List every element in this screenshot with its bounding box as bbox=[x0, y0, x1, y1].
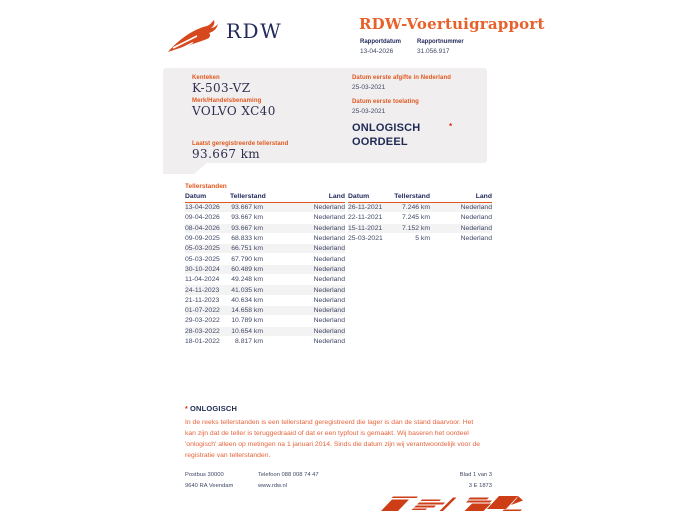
report-date-value: 13-04-2026 bbox=[360, 48, 394, 55]
odometer-table-right bbox=[348, 193, 492, 244]
table-cell-value: 7.245 km bbox=[402, 214, 430, 222]
table-cell-value: 7.246 km bbox=[402, 204, 430, 212]
report-date-label: Rapportdatum bbox=[360, 39, 401, 45]
table-row bbox=[185, 306, 345, 316]
table-cell-date: 24-11-2023 bbox=[185, 286, 220, 294]
footnote-body: In de reeks tellerstanden is een tellerstand geregistreerd die lager is dan de stand daarvoor. Het kan zijn dat de teller is teruggedraaid of dat er een typfout is gemaakt. Wij baseren het oordeel 'onlogisch' alleen op metingen na 1 januari 2014. Sinds die datum zijn wij verantwoordelijk voor de registratie van tellerstanden. bbox=[185, 419, 481, 459]
first-issue-label: Datum eerste afgifte in Nederland bbox=[352, 75, 451, 81]
table-cell-value: 40.634 km bbox=[231, 296, 263, 304]
table-cell-value: 14.658 km bbox=[231, 307, 263, 315]
table-body bbox=[185, 203, 345, 347]
footnote-title: ONLOGISCH bbox=[189, 404, 238, 413]
verdict-text bbox=[352, 121, 420, 149]
table-cell-date: 18-01-2022 bbox=[185, 338, 220, 345]
license-plate-value: K-503-VZ bbox=[192, 81, 251, 95]
table-cell-date: 29-03-2022 bbox=[185, 317, 220, 325]
table-cell-country: Nederland bbox=[460, 235, 492, 243]
table-cell-date: 05-03-2025 bbox=[185, 255, 220, 263]
brand-value: VOLVO XC40 bbox=[192, 104, 276, 118]
vehicle-summary-panel bbox=[163, 68, 487, 163]
last-odometer-label: Laatst geregistreerde tellerstand bbox=[192, 141, 289, 147]
table-cell-date: 28-03-2022 bbox=[185, 327, 220, 335]
odometer-table-left bbox=[185, 193, 345, 347]
table-row bbox=[185, 213, 345, 223]
table-cell-country: Nederland bbox=[313, 235, 345, 243]
report-meta bbox=[360, 39, 464, 55]
rdw-wordmark: RDW bbox=[226, 19, 283, 43]
table-cell-value: 5 km bbox=[415, 235, 430, 243]
column-header-country: Land bbox=[328, 193, 345, 200]
table-row bbox=[185, 244, 345, 254]
footnote-heading bbox=[185, 404, 483, 413]
rdw-logo-icon bbox=[167, 15, 219, 55]
table-cell-date: 09-04-2026 bbox=[185, 214, 220, 222]
table-row bbox=[185, 254, 345, 264]
table-cell-value: 67.790 km bbox=[231, 255, 263, 263]
footer-address bbox=[185, 470, 233, 492]
table-cell-date: 26-11-2021 bbox=[348, 204, 383, 212]
table-cell-date: 25-03-2021 bbox=[348, 235, 383, 243]
column-header-value: Tellerstand bbox=[230, 193, 266, 200]
table-header-row bbox=[185, 193, 345, 203]
table-row bbox=[185, 234, 345, 244]
table-cell-value: 10.789 km bbox=[231, 317, 263, 325]
table-cell-country: Nederland bbox=[313, 286, 345, 294]
table-row bbox=[185, 203, 345, 213]
footer-address-line2: 9640 RA Veendam bbox=[185, 483, 234, 489]
table-cell-date: 01-07-2022 bbox=[185, 307, 220, 315]
table-cell-value: 68.833 km bbox=[231, 235, 263, 243]
verdict-asterisk: * bbox=[449, 122, 453, 131]
table-cell-value: 60.489 km bbox=[231, 265, 263, 273]
report-number-block bbox=[417, 39, 464, 55]
table-row bbox=[185, 337, 345, 347]
table-row bbox=[185, 285, 345, 295]
footer-form-code: 3 E 1873 bbox=[468, 483, 492, 489]
table-cell-date: 05-03-2025 bbox=[185, 245, 220, 253]
table-row bbox=[185, 224, 345, 234]
table-cell-country: Nederland bbox=[313, 204, 345, 212]
onlogisch-footnote bbox=[185, 404, 483, 461]
table-cell-value: 66.751 km bbox=[231, 245, 263, 253]
table-cell-country: Nederland bbox=[313, 327, 345, 335]
odometer-section-title: Tellerstanden bbox=[185, 183, 227, 190]
table-cell-value: 10.654 km bbox=[231, 327, 263, 335]
table-row bbox=[185, 265, 345, 275]
footer-pagination bbox=[460, 470, 492, 492]
page-title: RDW-Voertuigrapport bbox=[359, 15, 545, 33]
table-cell-value: 93.667 km bbox=[231, 214, 263, 222]
first-issue-value: 25-03-2021 bbox=[352, 84, 386, 91]
table-body bbox=[348, 203, 492, 244]
table-cell-country: Nederland bbox=[313, 307, 345, 315]
last-odometer-value: 93.667 km bbox=[192, 147, 261, 161]
table-cell-value: 93.667 km bbox=[231, 224, 263, 232]
table-cell-value: 7.152 km bbox=[402, 224, 430, 232]
license-plate-label: Kenteken bbox=[192, 75, 220, 81]
table-cell-date: 09-09-2025 bbox=[185, 235, 220, 243]
table-cell-date: 13-04-2026 bbox=[185, 204, 220, 212]
column-header-country: Land bbox=[475, 193, 492, 200]
report-number-label: Rapportnummer bbox=[417, 39, 464, 45]
table-cell-country: Nederland bbox=[313, 214, 345, 222]
footer-page-number: Blad 1 van 3 bbox=[459, 472, 492, 478]
table-cell-country: Nederland bbox=[313, 317, 345, 325]
verdict-line-1: ONLOGISCH bbox=[352, 122, 421, 134]
report-number-value: 31.056.917 bbox=[417, 48, 450, 55]
report-date-block bbox=[360, 39, 401, 55]
table-cell-date: 15-11-2021 bbox=[348, 224, 383, 232]
table-cell-country: Nederland bbox=[460, 214, 492, 222]
table-cell-value: 49.248 km bbox=[231, 276, 263, 284]
speed-stripes-icon bbox=[378, 492, 523, 512]
column-header-date: Datum bbox=[348, 193, 370, 200]
table-row bbox=[185, 275, 345, 285]
column-header-value: Tellerstand bbox=[394, 193, 430, 200]
table-row bbox=[185, 327, 345, 337]
table-row bbox=[348, 234, 492, 244]
table-row bbox=[348, 203, 492, 213]
table-cell-country: Nederland bbox=[460, 224, 492, 232]
table-cell-value: 41.035 km bbox=[231, 286, 263, 294]
footer-address-line1: Postbus 30000 bbox=[185, 472, 224, 478]
table-row bbox=[185, 296, 345, 306]
verdict-line-2: OORDEEL bbox=[352, 136, 408, 148]
first-admission-value: 25-03-2021 bbox=[352, 108, 386, 115]
table-cell-date: 11-04-2024 bbox=[185, 276, 220, 284]
table-cell-value: 93.667 km bbox=[231, 204, 263, 212]
table-cell-date: 30-10-2024 bbox=[185, 265, 220, 273]
table-row bbox=[185, 316, 345, 326]
table-cell-country: Nederland bbox=[313, 224, 345, 232]
table-header-row bbox=[348, 193, 492, 203]
table-row bbox=[348, 224, 492, 234]
brand-label: Merk/Handelsbenaming bbox=[192, 98, 262, 104]
footer-website-link[interactable]: www.rdw.nl bbox=[258, 483, 287, 489]
table-cell-country: Nederland bbox=[313, 265, 345, 273]
table-cell-date: 08-04-2026 bbox=[185, 224, 220, 232]
table-row bbox=[348, 213, 492, 223]
table-cell-country: Nederland bbox=[313, 255, 345, 263]
footnote-asterisk: * bbox=[185, 406, 188, 413]
table-cell-country: Nederland bbox=[313, 276, 345, 284]
panel-corner-tab bbox=[163, 161, 209, 174]
table-cell-country: Nederland bbox=[460, 204, 492, 212]
footer-contact bbox=[258, 470, 319, 492]
table-cell-date: 22-11-2021 bbox=[348, 214, 383, 222]
table-cell-value: 8.817 km bbox=[235, 338, 263, 345]
table-cell-date: 21-11-2023 bbox=[185, 296, 220, 304]
table-cell-country: Nederland bbox=[313, 245, 345, 253]
footer-phone: Telefoon 088 008 74 47 bbox=[258, 472, 319, 478]
first-admission-label: Datum eerste toelating bbox=[352, 99, 419, 105]
table-cell-country: Nederland bbox=[313, 338, 345, 345]
column-header-date: Datum bbox=[185, 193, 207, 200]
table-cell-country: Nederland bbox=[313, 296, 345, 304]
